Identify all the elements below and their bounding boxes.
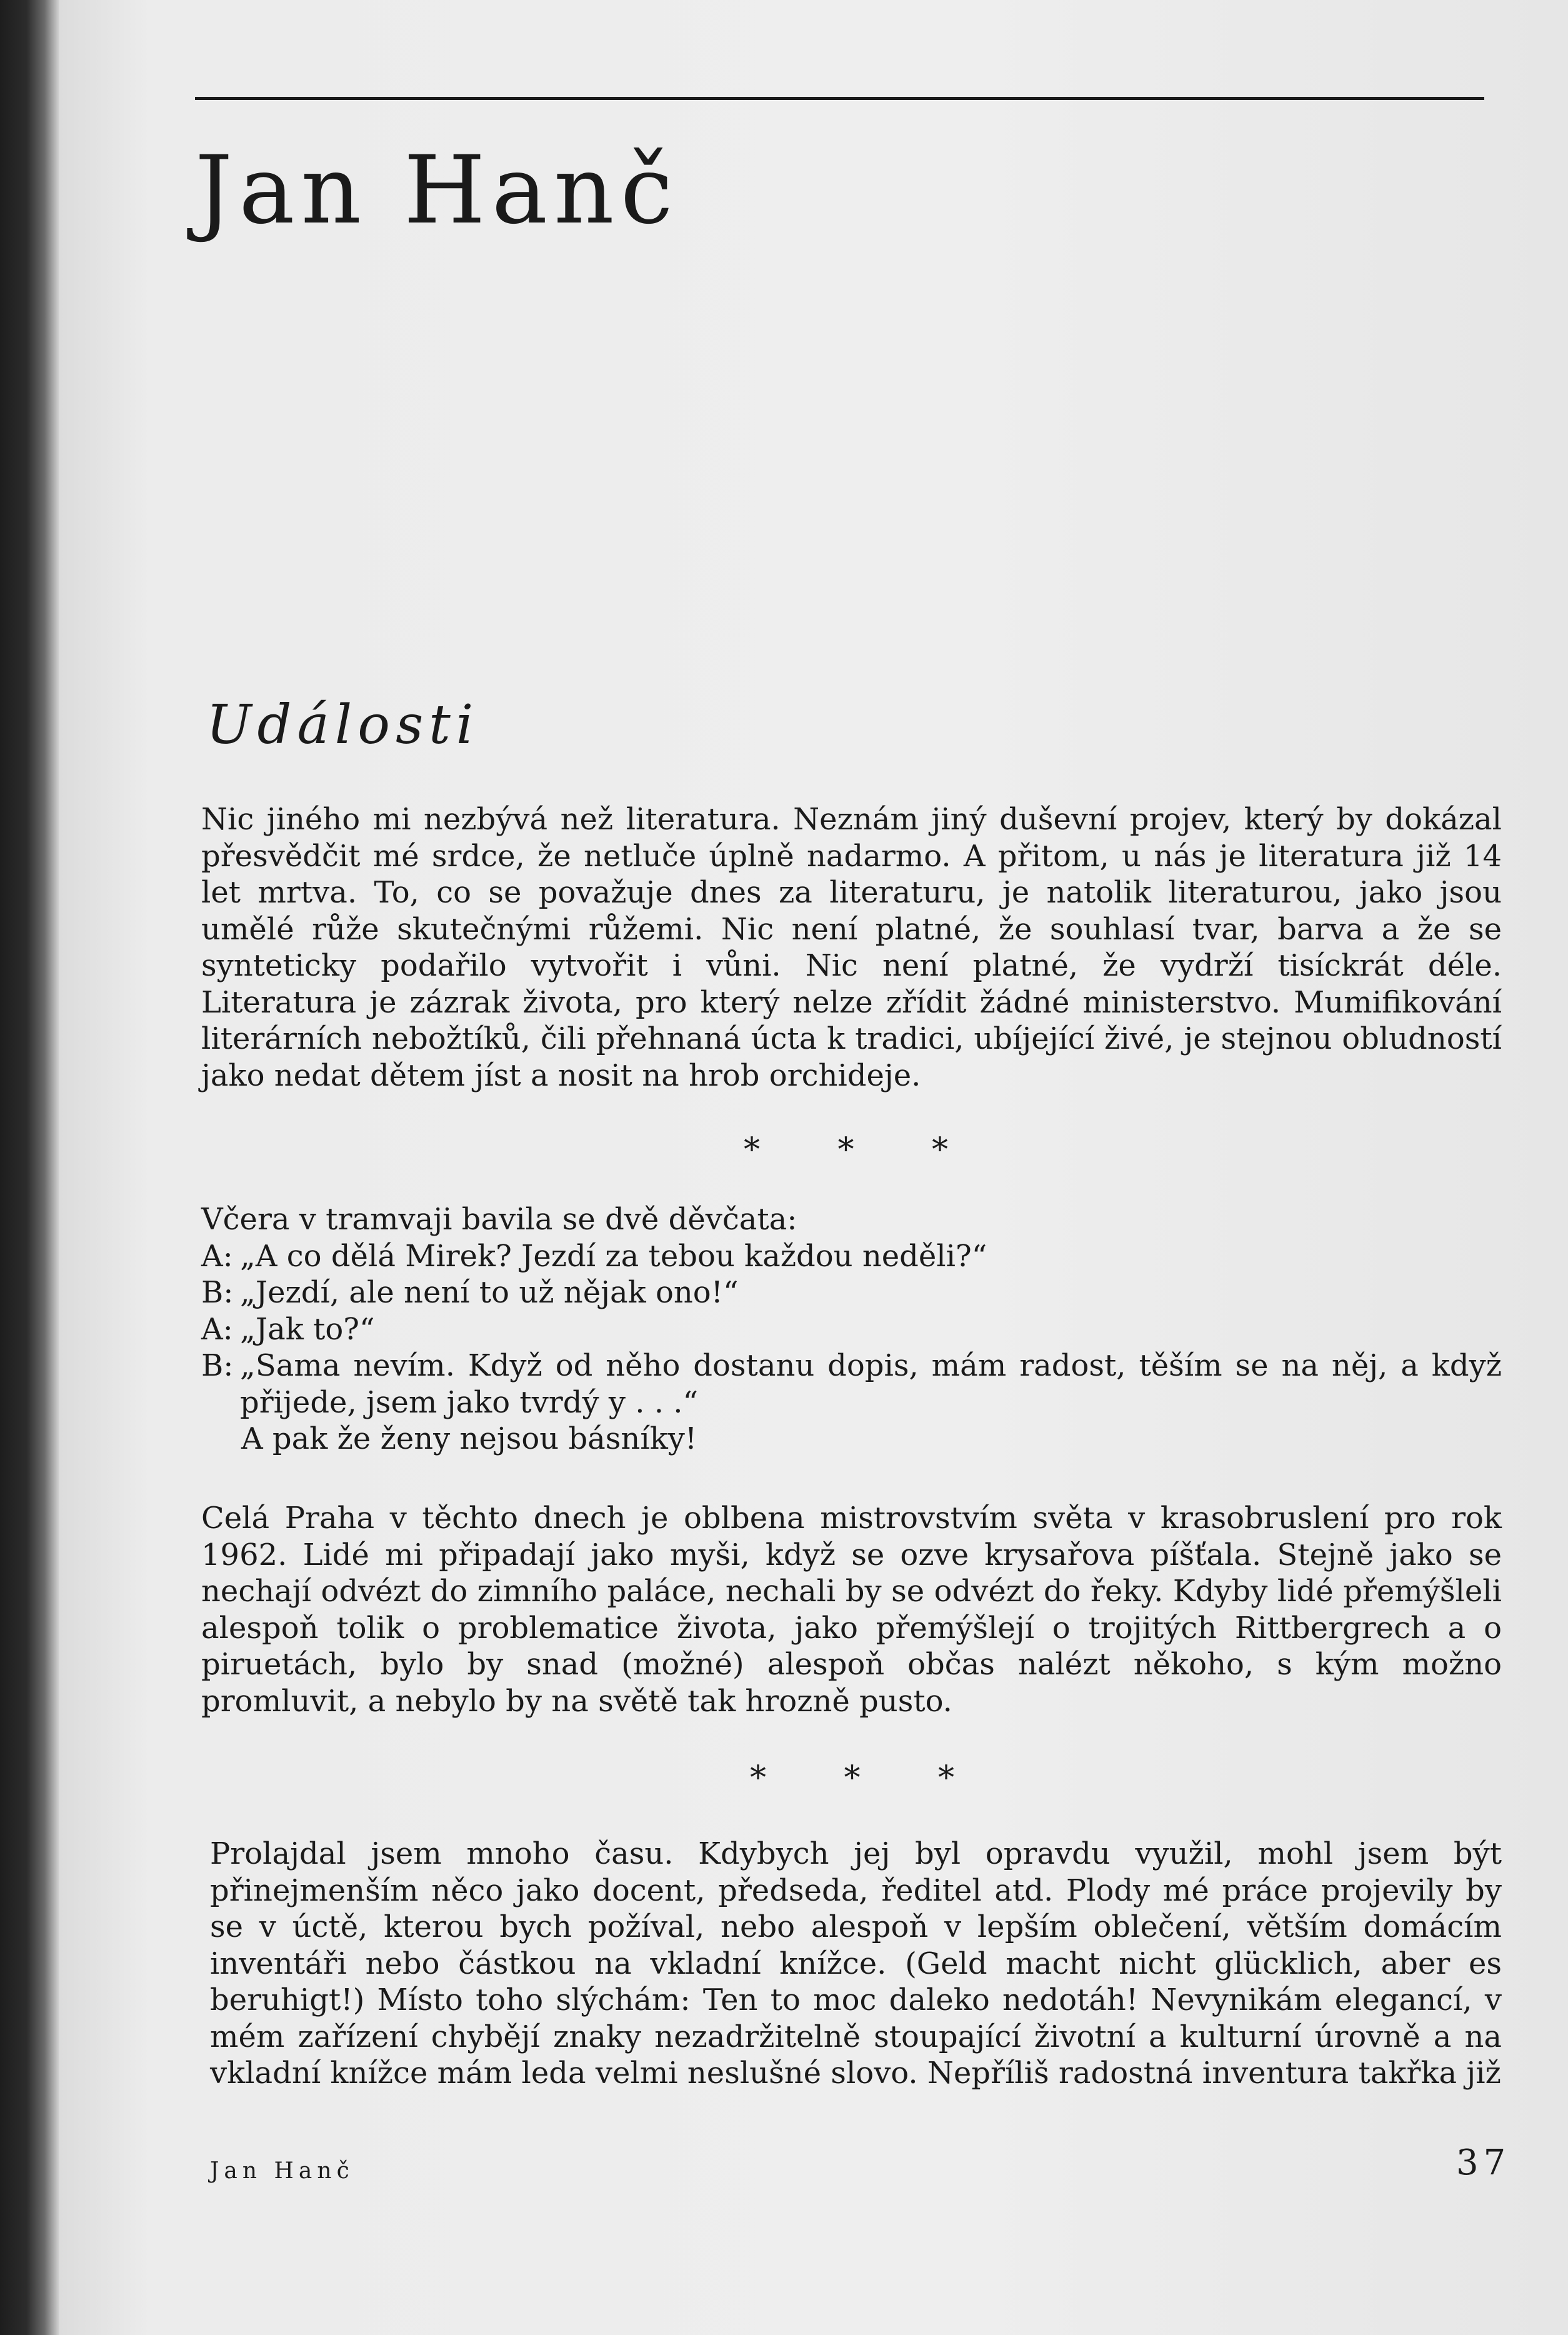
dialogue-speech: „Jezdí, ale není to už nějak ono!“ — [240, 1275, 739, 1310]
dialogue-line — [201, 1274, 1502, 1311]
dialogue-speech: „A co dělá Mirek? Jezdí za tebou každou neděli?“ — [240, 1238, 987, 1274]
dialogue-block — [201, 1201, 1502, 1458]
dialogue-speaker: B: — [201, 1348, 234, 1383]
dialogue-speaker: A: — [201, 1311, 233, 1347]
dialogue-speaker: A: — [201, 1238, 233, 1274]
dialogue-line — [201, 1238, 1502, 1275]
dialogue-intro: Včera v tramvaji bavila se dvě děvčata: — [201, 1202, 797, 1237]
dialogue-speech: „Jak to?“ — [240, 1311, 375, 1347]
paragraph-prague: Celá Praha v těchto dnech je oblbena mistrovstvím světa v krasobruslení pro rok 1962. Lidé mi připadají jako myši, když se ozve krysařova píšťala. Stejně jako se nechají odvézt do zimního paláce, nechali by se odvézt do řeky. Kdyby lidé přemýšleli alespoň tolik o problematice života, jako přemýšlejí o trojitých Rittbergrech a o piruetách, bylo by snad (možné) alespoň občas nalézt někoho, s kým možno promluvit, a nebylo by na světě tak hrozně pusto. — [201, 1501, 1502, 1719]
dialogue-speaker: B: — [201, 1275, 234, 1310]
page-number: 37 — [1456, 2142, 1511, 2183]
paragraph-literature: Nic jiného mi nezbývá než literatura. Neznám jiný duševní projev, který by dokázal přesvědčit mé srdce, že netluče úplně nadarmo. A přitom, u nás je literatura již 14 let mrtva. To, co se považuje dnes za literaturu, je natolik literaturou, jako jsou umělé růže skutečnými růžemi. Nic není platné, že souhlasí tvar, barva a že se synteticky podařilo vytvořit i vůni. Nic není platné, že vydrží tisíckrát déle. Literatura je zázrak života, pro který nelze zřídit žádné ministerstvo. Mumifikování literárních nebožtíků, čili přehnaná úcta k tradici, ubíjející živé, je stejnou obludností jako nedat dětem jíst a nosit na hrob orchideje. — [201, 802, 1502, 1093]
binding-shadow — [0, 0, 59, 2335]
paragraph-time: Prolajdal jsem mnoho času. Kdybych jej byl opravdu využil, mohl jsem být přinejmenším něco jako docent, předseda, ředitel atd. Plody mé práce projevily by se v úctě, kterou bych požíval, nebo alespoň v lepším oblečení, větším domácím inventáři nebo částkou na vkladní knížce. (Geld macht nicht glücklich, aber es beruhigt!) Místo toho slýchám: Ten to moc daleko nedotáh! Nevynikám elegancí, v mém zařízení chybějí znaky nezadržitelně stoupající životní a kulturní úrovně a na vkladní knížce mám leda velmi neslušné slovo. Nepříliš radostná inventura takřka již — [210, 1836, 1502, 2091]
author-title: Jan Hanč — [195, 136, 679, 245]
section-title: Události — [206, 694, 479, 756]
top-rule — [195, 97, 1484, 100]
dialogue-speech: „Sama nevím. Když od něho dostanu dopis, mám radost, těším se na něj, a když přijede, jsem jako tvrdý y . . .“ — [240, 1348, 1502, 1420]
separator-stars: * * * — [744, 1131, 982, 1169]
separator-stars: * * * — [750, 1759, 989, 1797]
dialogue-line — [201, 1311, 1502, 1348]
footer-author: Jan Hanč — [210, 2158, 354, 2184]
dialogue-closing: A pak že ženy nejsou básníky! — [241, 1421, 697, 1456]
dialogue-line — [201, 1348, 1502, 1421]
